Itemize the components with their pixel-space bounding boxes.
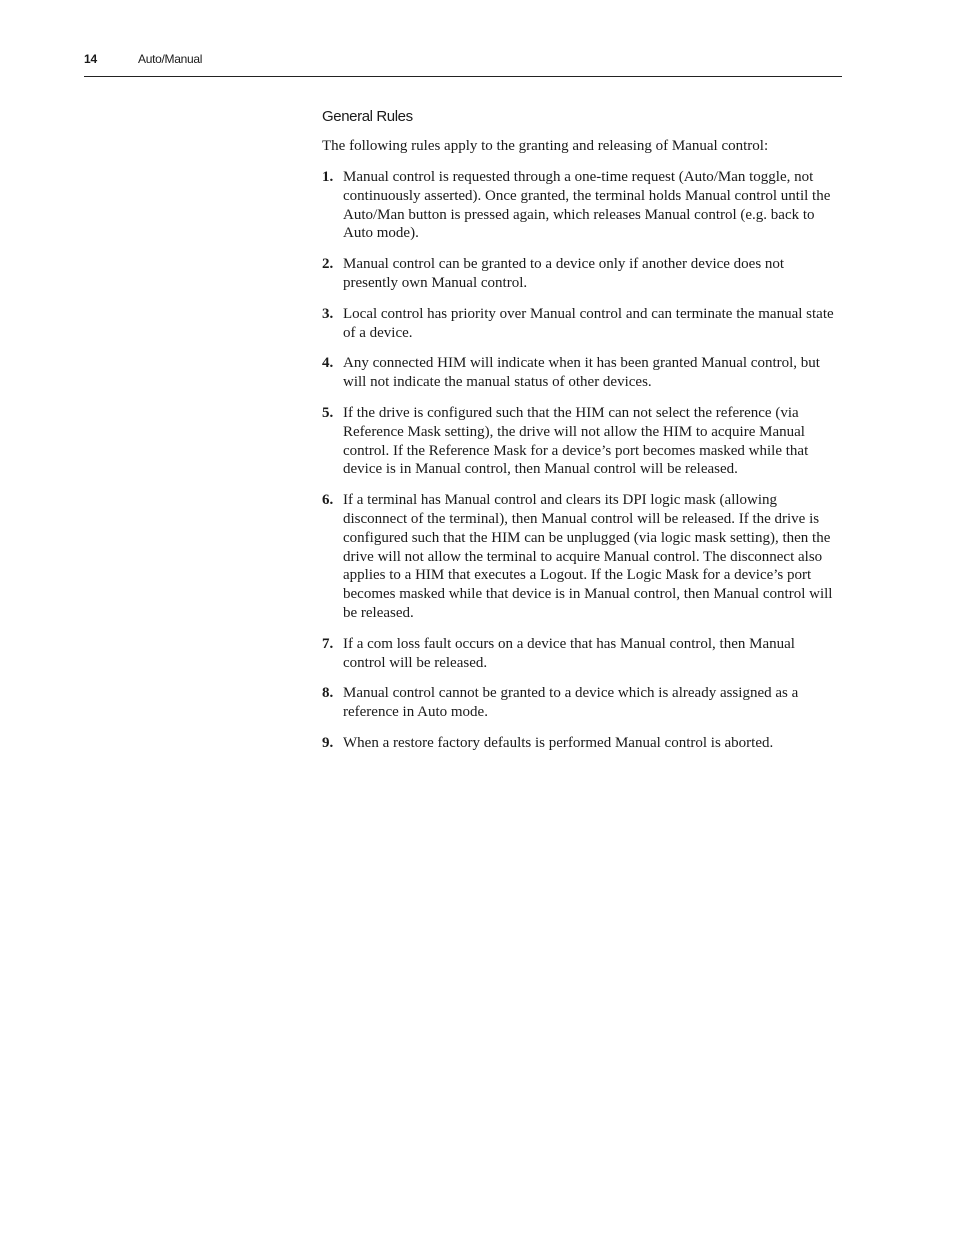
list-item <box>322 168 842 243</box>
rule-number: 2. <box>322 256 334 273</box>
rule-number: 3. <box>322 305 334 322</box>
main-content <box>322 107 842 765</box>
rules-list <box>322 168 842 753</box>
list-item <box>322 255 842 293</box>
page-header <box>84 52 842 77</box>
rule-text: When a restore factory defaults is performed Manual control is aborted. <box>343 734 774 751</box>
rule-text: Any connected HIM will indicate when it has been granted Manual control, but will not indicate the manual status of other devices. <box>343 355 820 391</box>
list-item <box>322 404 842 479</box>
page-number: 14 <box>84 52 97 66</box>
rule-number: 9. <box>322 734 334 751</box>
rule-text: Manual control is requested through a one-time request (Auto/Man toggle, not continuously asserted). Once granted, the terminal holds Manual control until the Auto/Man button is pressed again, which releases Manual control (e.g. back to Auto mode). <box>343 169 831 242</box>
rule-number: 7. <box>322 635 334 652</box>
rule-number: 1. <box>322 169 334 185</box>
rule-text: Manual control can be granted to a device only if another device does not presently own Manual control. <box>343 256 785 291</box>
rule-number: 4. <box>322 355 334 372</box>
list-item <box>322 305 842 343</box>
section-heading: General Rules <box>322 108 413 125</box>
list-item <box>322 491 842 623</box>
rule-number: 5. <box>322 404 334 421</box>
rule-text: If a com loss fault occurs on a device that has Manual control, then Manual control will be released. <box>343 635 795 671</box>
rule-text: Local control has priority over Manual control and can terminate the manual state of a device. <box>343 305 834 341</box>
rule-text: If the drive is configured such that the HIM can not select the reference (via Reference Mask setting), the drive will not allow the HIM to acquire Manual control. If the Reference Mask for a device’s port becomes masked while that device is in Manual control, then Manual control will be released. <box>343 404 809 478</box>
list-item <box>322 734 842 753</box>
rule-number: 6. <box>322 492 334 509</box>
running-title: Auto/Manual <box>138 52 203 66</box>
rule-text: Manual control cannot be granted to a device which is already assigned as a reference in Auto mode. <box>343 685 799 721</box>
rule-text: If a terminal has Manual control and clears its DPI logic mask (allowing disconnect of the terminal), then Manual control will be released. If the drive is configured such that the HIM can be unplugged (via logic mask setting), then the drive will not allow the terminal to acquire Manual control. The disconnect also applies to a HIM that executes a Logout. If the Logic Mask for a device’s port becomes masked while that device is in Manual control, then Manual control will be released. <box>343 492 833 621</box>
rule-number: 8. <box>322 685 334 702</box>
list-item <box>322 684 842 722</box>
list-item <box>322 635 842 673</box>
list-item <box>322 354 842 392</box>
intro-paragraph: The following rules apply to the granting and releasing of Manual control: <box>322 138 769 154</box>
